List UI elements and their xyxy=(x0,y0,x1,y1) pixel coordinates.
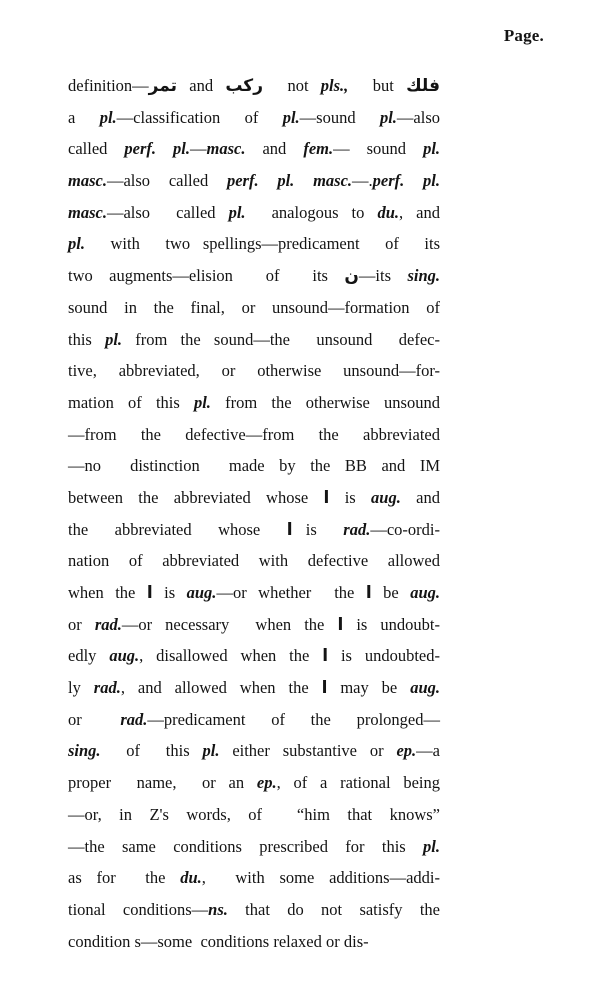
italic-abbreviation: pl. xyxy=(423,836,440,856)
text-line xyxy=(68,831,440,863)
arabic-word: ا xyxy=(337,614,344,635)
italic-abbreviation: pl. xyxy=(202,741,220,761)
italic-abbreviation: pl. xyxy=(228,202,246,222)
text-segment: nation of abbreviated with defective allowed xyxy=(68,551,440,571)
arabic-word: ا xyxy=(322,646,329,667)
text-segment: —from the defective—from the abbreviated xyxy=(68,424,440,444)
text-segment: or xyxy=(68,709,121,729)
text-line xyxy=(68,672,440,704)
text-line xyxy=(68,926,440,958)
italic-abbreviation: pl. xyxy=(68,234,85,254)
italic-abbreviation: sing. xyxy=(407,266,440,286)
text-segment: —the same conditions prescribed for this xyxy=(68,836,424,856)
text-segment: —also called xyxy=(106,202,229,222)
text-segment: edly xyxy=(68,646,110,666)
text-segment: —. xyxy=(352,171,373,191)
text-segment: two augments—elision of its xyxy=(68,266,345,286)
text-line xyxy=(68,862,440,894)
text-segment: is xyxy=(152,583,187,602)
text-line xyxy=(68,545,440,577)
italic-abbreviation: sing. xyxy=(68,741,101,761)
text-segment: ly xyxy=(68,678,94,698)
text-segment: is undoubted- xyxy=(328,646,440,666)
italic-abbreviation: perf. pl. masc. xyxy=(226,171,353,191)
text-line xyxy=(68,609,440,641)
italic-abbreviation: pl. xyxy=(105,329,123,349)
text-line xyxy=(68,387,440,419)
text-line xyxy=(68,799,440,831)
text-segment: — sound xyxy=(333,139,424,159)
text-segment: sound in the final, or unsound—formation of xyxy=(68,297,440,317)
italic-abbreviation: masc. xyxy=(68,171,107,191)
italic-abbreviation: du. xyxy=(180,868,202,888)
text-segment: , and xyxy=(399,202,440,222)
italic-abbreviation: rad. xyxy=(93,678,121,698)
text-segment: —also xyxy=(396,107,441,127)
text-segment: between the abbreviated whose xyxy=(68,487,324,507)
text-segment: when the xyxy=(68,583,147,602)
text-line xyxy=(68,640,440,672)
text-segment: tional conditions— xyxy=(68,899,209,919)
text-segment: from the otherwise unsound xyxy=(210,392,440,412)
text-segment: is xyxy=(292,519,344,539)
text-segment: but xyxy=(348,76,407,95)
text-line xyxy=(68,704,440,736)
text-line xyxy=(68,70,440,102)
text-segment: and xyxy=(245,139,304,159)
text-segment: as for the xyxy=(68,868,181,888)
text-segment: or xyxy=(68,614,95,634)
italic-abbreviation: rad. xyxy=(94,614,122,634)
text-segment: mation of this xyxy=(68,392,194,412)
italic-abbreviation: masc. xyxy=(68,202,107,222)
text-segment: this xyxy=(68,329,106,349)
italic-abbreviation: pls., xyxy=(320,76,349,95)
italic-abbreviation: aug. xyxy=(410,583,441,602)
text-line xyxy=(68,197,440,229)
text-line xyxy=(68,260,440,292)
text-line xyxy=(68,133,440,165)
arabic-word: ا xyxy=(365,583,372,603)
italic-abbreviation: pl. xyxy=(423,139,441,159)
arabic-word: ا xyxy=(323,487,330,508)
arabic-word: ا xyxy=(321,678,328,699)
page-header-label: Page. xyxy=(503,26,544,45)
text-segment: the abbreviated whose xyxy=(68,519,287,539)
text-line xyxy=(68,767,440,799)
text-segment: is undoubt- xyxy=(343,614,440,634)
text-segment: definition— xyxy=(68,76,149,95)
text-segment: —no distinction made by the BB and IM xyxy=(68,456,440,476)
text-segment: that do not satisfy the xyxy=(227,899,440,919)
italic-abbreviation: aug. xyxy=(186,583,217,602)
italic-abbreviation: fem. xyxy=(303,139,334,159)
italic-abbreviation: pl. xyxy=(282,107,300,127)
text-segment: —also called xyxy=(106,171,227,191)
text-segment: — xyxy=(190,139,207,159)
text-segment: —its xyxy=(358,266,408,286)
text-segment: —or whether the xyxy=(216,583,366,602)
text-segment: —co-ordi- xyxy=(370,519,440,539)
text-segment: may be xyxy=(327,678,411,698)
text-segment: —predicament of the prolonged— xyxy=(147,709,440,729)
italic-abbreviation: rad. xyxy=(120,709,148,729)
italic-abbreviation: aug. xyxy=(109,646,140,666)
arabic-word: ا xyxy=(146,583,153,603)
text-line xyxy=(68,514,440,546)
text-line xyxy=(68,292,440,324)
italic-abbreviation: pl. xyxy=(379,107,397,127)
text-segment: called xyxy=(68,139,125,159)
text-line xyxy=(68,324,440,356)
text-line xyxy=(68,228,440,260)
italic-abbreviation: du. xyxy=(377,202,399,222)
italic-abbreviation: ep. xyxy=(256,773,277,793)
text-segment: and xyxy=(177,76,226,95)
italic-abbreviation: aug. xyxy=(371,487,401,507)
text-segment: , and allowed when the xyxy=(120,678,322,698)
arabic-word: تمر xyxy=(148,76,178,96)
text-segment: , disallowed when the xyxy=(139,646,323,666)
text-segment: , with some additions—addi- xyxy=(201,868,440,888)
text-line xyxy=(68,102,440,134)
text-line xyxy=(68,894,440,926)
text-segment: —or necessary when the xyxy=(121,614,338,634)
text-segment: not xyxy=(262,76,321,95)
text-line xyxy=(68,577,440,609)
italic-abbreviation: rad. xyxy=(343,519,371,539)
text-segment: —a xyxy=(416,741,440,761)
text-segment: analogous to xyxy=(245,202,378,222)
italic-abbreviation: ep. xyxy=(396,741,417,761)
text-segment: —sound xyxy=(299,107,380,127)
text-segment: condition s—some conditions relaxed or dis- xyxy=(68,931,369,951)
text-segment: with two spellings—predicament of its xyxy=(84,234,440,254)
arabic-word: فلك xyxy=(406,76,440,96)
body-text xyxy=(68,70,440,957)
text-segment: from the sound—the unsound defec- xyxy=(122,329,440,349)
italic-abbreviation: pl. xyxy=(99,107,117,127)
arabic-word: ا xyxy=(286,519,293,540)
italic-abbreviation: perf. pl. xyxy=(372,171,440,191)
text-segment: tive, abbreviated, or otherwise unsound—for- xyxy=(68,361,440,381)
text-segment: —classification of xyxy=(116,107,283,127)
text-line xyxy=(68,165,440,197)
text-segment: be xyxy=(371,583,411,602)
text-segment: a xyxy=(68,107,100,127)
text-line xyxy=(68,419,440,451)
text-segment: proper name, or an xyxy=(68,773,257,793)
italic-abbreviation: ns. xyxy=(208,899,228,919)
italic-abbreviation: masc. xyxy=(206,139,246,159)
text-line xyxy=(68,735,440,767)
arabic-word: ركب xyxy=(225,76,263,96)
text-line xyxy=(68,482,440,514)
italic-abbreviation: perf. pl. xyxy=(124,139,190,159)
text-segment: either substantive or xyxy=(219,741,397,761)
text-segment: —or, in Z's words, of “him that knows” xyxy=(68,804,440,824)
text-segment: , of a rational being xyxy=(276,773,440,793)
text-segment: is xyxy=(329,487,372,507)
italic-abbreviation: pl. xyxy=(193,392,211,412)
text-line xyxy=(68,355,440,387)
text-segment: and xyxy=(400,487,440,507)
text-line xyxy=(68,450,440,482)
text-segment: of this xyxy=(100,741,203,761)
arabic-word: ن xyxy=(344,266,359,287)
italic-abbreviation: aug. xyxy=(410,678,441,698)
